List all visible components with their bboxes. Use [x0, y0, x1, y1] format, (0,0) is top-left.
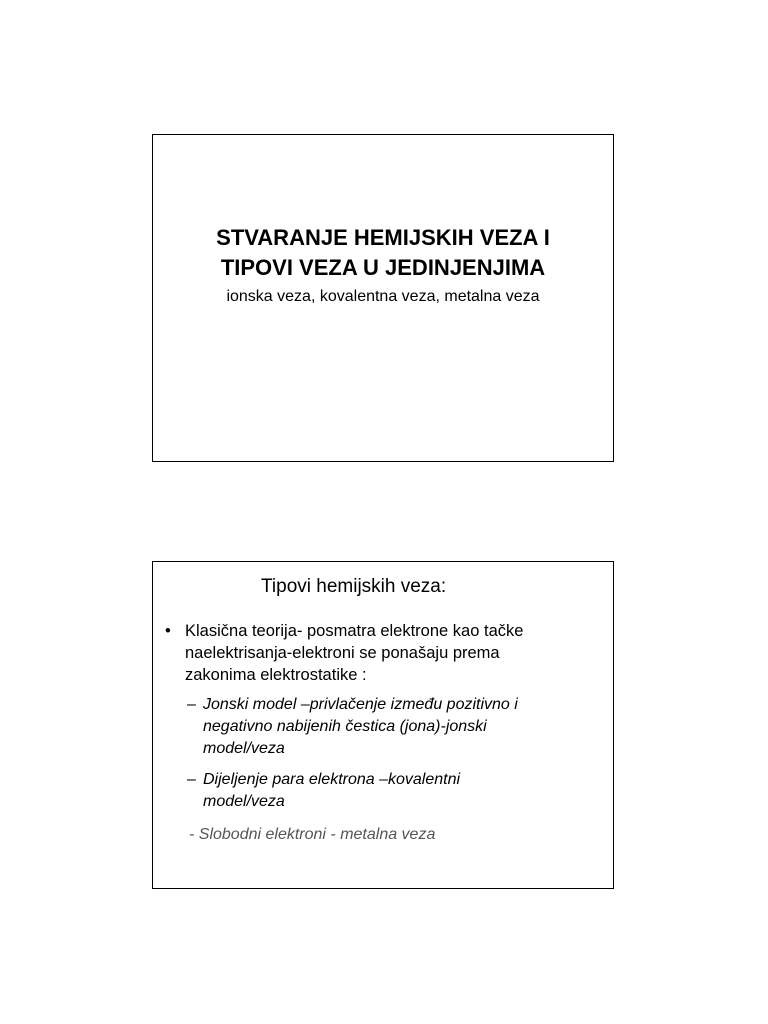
sub-item-line: negativno nabijenih čestica (jona)-jonski [203, 718, 487, 735]
bullet-item [165, 620, 605, 686]
sub-item-jonski [187, 694, 607, 760]
bullet-dot-icon: • [165, 622, 171, 640]
slide-1 [152, 134, 614, 462]
slide-2-title: Tipovi hemijskih veza: [261, 576, 447, 597]
bullet-text [185, 620, 605, 686]
slide-2 [152, 561, 614, 889]
bullet-line: zakonima elektrostatike : [185, 666, 367, 684]
sub-item-line: Jonski model –privlačenje između pozitivno i [203, 696, 518, 713]
slide-1-title-line-2: TIPOVI VEZA U JEDINJENJIMA [220, 255, 546, 280]
sub-item-metalna: - Slobodni elektroni - metalna veza [189, 826, 436, 843]
sub-item-line: Dijeljenje para elektrona –kovalentni [203, 771, 461, 788]
slide-1-title [153, 223, 613, 283]
sub-item-text [203, 769, 607, 813]
sub-item-line: model/veza [203, 793, 285, 810]
sub-item-kovalentni [187, 769, 607, 813]
slide-1-subtitle: ionska veza, kovalentna veza, metalna veza [226, 288, 540, 305]
dash-icon: – [187, 771, 196, 788]
dash-icon: – [187, 696, 196, 713]
bullet-line: naelektrisanja-elektroni se ponašaju prema [185, 644, 500, 662]
slide-1-title-line-1: STVARANJE HEMIJSKIH VEZA I [216, 225, 550, 250]
bullet-line: Klasična teorija- posmatra elektrone kao tačke [185, 622, 524, 640]
sub-item-text [203, 694, 607, 760]
sub-item-line: model/veza [203, 740, 285, 757]
